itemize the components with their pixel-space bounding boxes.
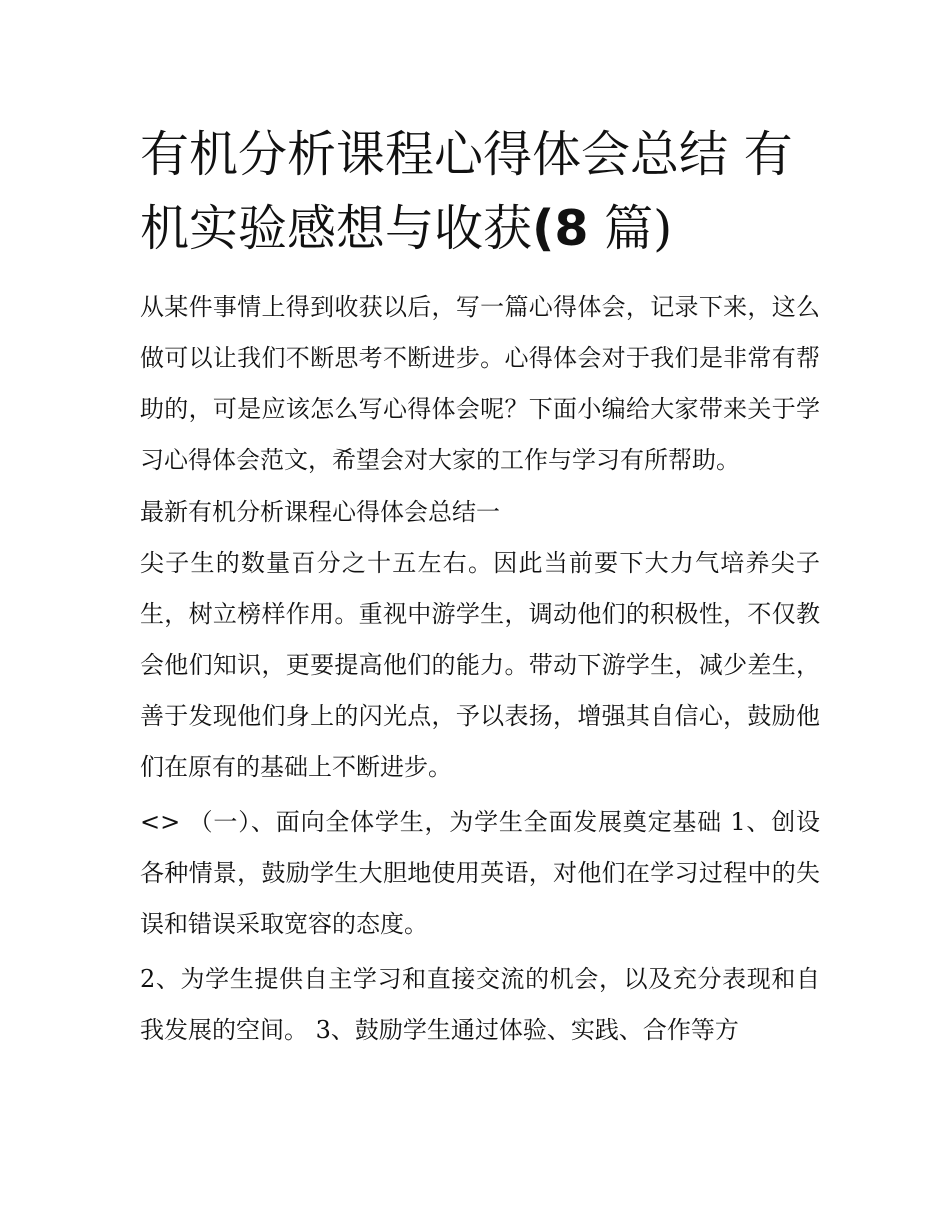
body-paragraph-3: 2、为学生提供自主学习和直接交流的机会，以及充分表现和自我发展的空间。 3、鼓励学生通过体验、实践、合作等方 xyxy=(140,965,820,1044)
intro-paragraph: 从某件事情上得到收获以后，写一篇心得体会，记录下来，这么做可以让我们不断思考不断进步。心得体会对于我们是非常有帮助的，可是应该怎么写心得体会呢？下面小编给大家带来关于学习心得体会范文，希望会对大家的工作与学习有所帮助。 xyxy=(140,293,820,474)
document-body xyxy=(140,282,820,1056)
document-title xyxy=(140,118,820,266)
title-text: 有机分析课程心得体会总结 有机实验感想与收获 xyxy=(140,126,793,257)
title-count: (8 xyxy=(532,200,589,257)
section-heading: 最新有机分析课程心得体会总结一 xyxy=(140,498,500,526)
body-paragraph-1: 尖子生的数量百分之十五左右。因此当前要下大力气培养尖子生，树立榜样作用。重视中游学生，调动他们的积极性，不仅教会他们知识，更要提高他们的能力。带动下游学生，减少差生，善于发现他们身上的闪光点，予以表扬，增强其自信心，鼓励他们在原有的基础上不断进步。 xyxy=(140,549,820,781)
body-paragraph-2: <> （一）、面向全体学生，为学生全面发展奠定基础 1、创设各种情景，鼓励学生大胆地使用英语，对他们在学习过程中的失误和错误采取宽容的态度。 xyxy=(140,808,820,938)
title-suffix: 篇) xyxy=(588,200,673,257)
